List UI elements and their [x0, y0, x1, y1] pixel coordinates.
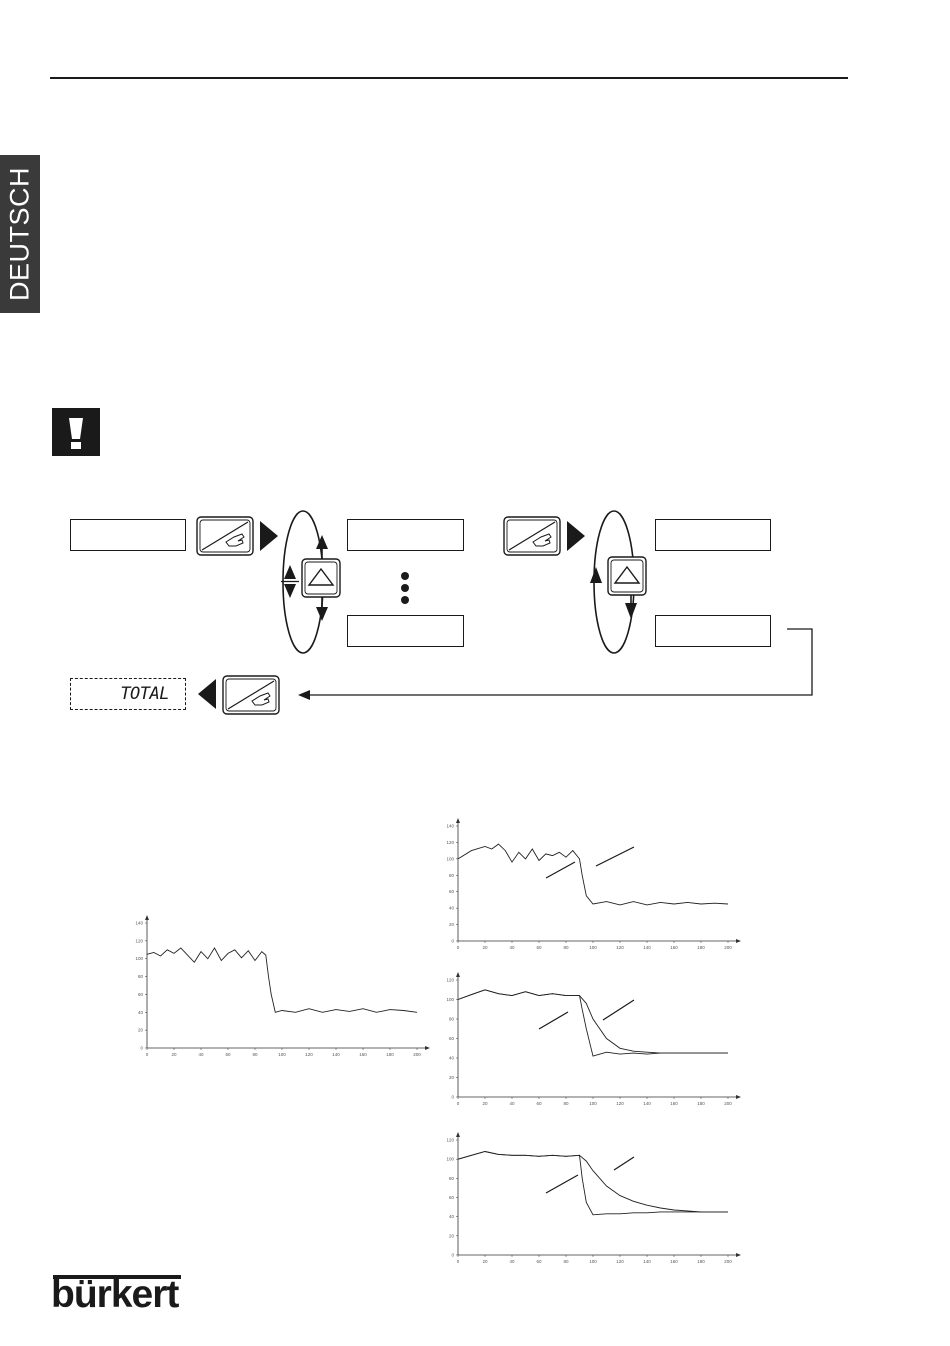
x-tick-label: 160	[670, 1259, 678, 1264]
y-tick-label: 60	[448, 1036, 454, 1041]
y-tick-label: 40	[448, 905, 454, 911]
x-tick-label: 120	[305, 1052, 313, 1057]
x-tick-label: 100	[278, 1052, 286, 1057]
y-tick-label: 20	[448, 1233, 454, 1239]
x-tick-label: 60	[536, 945, 542, 950]
y-tick-label: 40	[137, 1009, 143, 1015]
y-tick-label: 80	[448, 1016, 454, 1022]
x-axis-arrow	[736, 1253, 741, 1257]
x-tick-label: 40	[509, 1101, 515, 1106]
y-tick-label: 40	[448, 1214, 454, 1220]
x-tick-label: 40	[198, 1052, 204, 1057]
chart-left-main	[125, 915, 430, 1065]
x-tick-label: 0	[456, 945, 460, 950]
y-tick-label: 120	[446, 839, 454, 845]
chart-right-bottom	[440, 1132, 745, 1267]
x-tick-label: 0	[456, 1259, 460, 1264]
hand-key-icon[interactable]	[196, 516, 254, 556]
x-tick-label: 100	[589, 1101, 597, 1106]
x-tick-label: 20	[482, 945, 488, 950]
display-box-start	[70, 519, 186, 551]
x-axis-arrow	[736, 939, 741, 943]
x-tick-label: 60	[536, 1101, 542, 1106]
y-axis-arrow	[456, 1132, 460, 1137]
x-tick-label: 100	[589, 945, 597, 950]
y-tick-label: 140	[135, 920, 143, 926]
x-tick-label: 140	[643, 1101, 651, 1106]
x-tick-label: 160	[359, 1052, 367, 1057]
annotation-leaders-top	[540, 842, 640, 882]
warning-icon	[52, 408, 100, 456]
chart-right-top	[440, 818, 745, 953]
y-axis-arrow	[456, 972, 460, 977]
x-axis-arrow	[736, 1095, 741, 1099]
y-tick-label: 80	[448, 1175, 454, 1181]
ellipsis-dots-icon	[398, 572, 412, 604]
annotation-leaders-bottom	[542, 1155, 642, 1195]
y-tick-label: 0	[451, 1252, 454, 1258]
hand-key-icon[interactable]	[503, 516, 561, 556]
x-axis-arrow	[425, 1046, 430, 1050]
x-tick-label: 40	[509, 1259, 515, 1264]
x-tick-label: 20	[171, 1052, 177, 1057]
y-tick-label: 0	[451, 1094, 454, 1100]
y-tick-label: 20	[137, 1027, 143, 1033]
x-tick-label: 140	[332, 1052, 340, 1057]
x-tick-label: 0	[456, 1101, 460, 1106]
x-tick-label: 80	[563, 945, 569, 950]
x-tick-label: 120	[616, 945, 624, 950]
x-tick-label: 100	[589, 1259, 597, 1264]
y-tick-label: 20	[448, 922, 454, 928]
annotation-leaders-middle	[535, 995, 635, 1035]
x-tick-label: 20	[482, 1101, 488, 1106]
y-tick-label: 80	[448, 872, 454, 878]
y-tick-label: 0	[451, 938, 454, 944]
x-tick-label: 180	[697, 1259, 705, 1264]
y-tick-label: 140	[446, 823, 454, 829]
x-tick-label: 180	[697, 945, 705, 950]
language-tab	[0, 155, 40, 313]
chart-right-middle	[440, 972, 745, 1109]
y-tick-label: 40	[448, 1055, 454, 1061]
y-tick-label: 120	[446, 1137, 454, 1143]
y-tick-label: 100	[446, 856, 454, 862]
x-tick-label: 200	[724, 1101, 732, 1106]
display-box-menu-first	[347, 519, 464, 551]
y-tick-label: 60	[137, 991, 143, 997]
y-tick-label: 100	[446, 1156, 454, 1162]
x-tick-label: 180	[386, 1052, 394, 1057]
total-display-label: TOTAL	[120, 684, 169, 704]
series-line-0	[147, 948, 417, 1012]
x-tick-label: 0	[145, 1052, 149, 1057]
x-tick-label: 200	[724, 1259, 732, 1264]
x-tick-label: 80	[563, 1259, 569, 1264]
arrow-right-icon	[260, 521, 278, 551]
x-tick-label: 200	[413, 1052, 421, 1057]
x-tick-label: 80	[252, 1052, 258, 1057]
hand-key-icon[interactable]	[222, 675, 280, 715]
x-tick-label: 20	[482, 1259, 488, 1264]
x-tick-label: 140	[643, 1259, 651, 1264]
y-tick-label: 120	[135, 938, 143, 944]
x-tick-label: 60	[536, 1259, 542, 1264]
y-tick-label: 20	[448, 1075, 454, 1080]
x-tick-label: 60	[225, 1052, 231, 1057]
up-key-icon[interactable]	[301, 558, 341, 598]
x-tick-label: 120	[616, 1259, 624, 1264]
x-tick-label: 200	[724, 945, 732, 950]
display-box-option-first	[655, 519, 771, 551]
y-tick-label: 60	[448, 889, 454, 895]
x-tick-label: 140	[643, 945, 651, 950]
x-tick-label: 80	[563, 1101, 569, 1106]
y-tick-label: 60	[448, 1195, 454, 1200]
y-tick-label: 100	[135, 956, 143, 962]
display-box-total	[70, 678, 186, 710]
x-tick-label: 40	[509, 945, 515, 950]
y-axis-arrow	[456, 818, 460, 823]
arrow-right-icon	[567, 521, 585, 551]
x-tick-label: 160	[670, 1101, 678, 1106]
brand-logo: bürkert	[51, 1273, 179, 1316]
language-tab-label: DEUTSCH	[4, 166, 35, 302]
up-key-icon[interactable]	[607, 556, 647, 596]
y-tick-label: 120	[446, 977, 454, 983]
header-rule	[50, 77, 848, 79]
return-connector-arrow	[290, 622, 820, 702]
arrow-left-icon	[198, 679, 216, 709]
y-tick-label: 80	[137, 974, 143, 980]
y-tick-label: 100	[446, 997, 454, 1002]
x-tick-label: 160	[670, 945, 678, 950]
y-axis-arrow	[145, 915, 149, 920]
x-tick-label: 120	[616, 1101, 624, 1106]
y-tick-label: 0	[140, 1045, 143, 1051]
x-tick-label: 180	[697, 1101, 705, 1106]
